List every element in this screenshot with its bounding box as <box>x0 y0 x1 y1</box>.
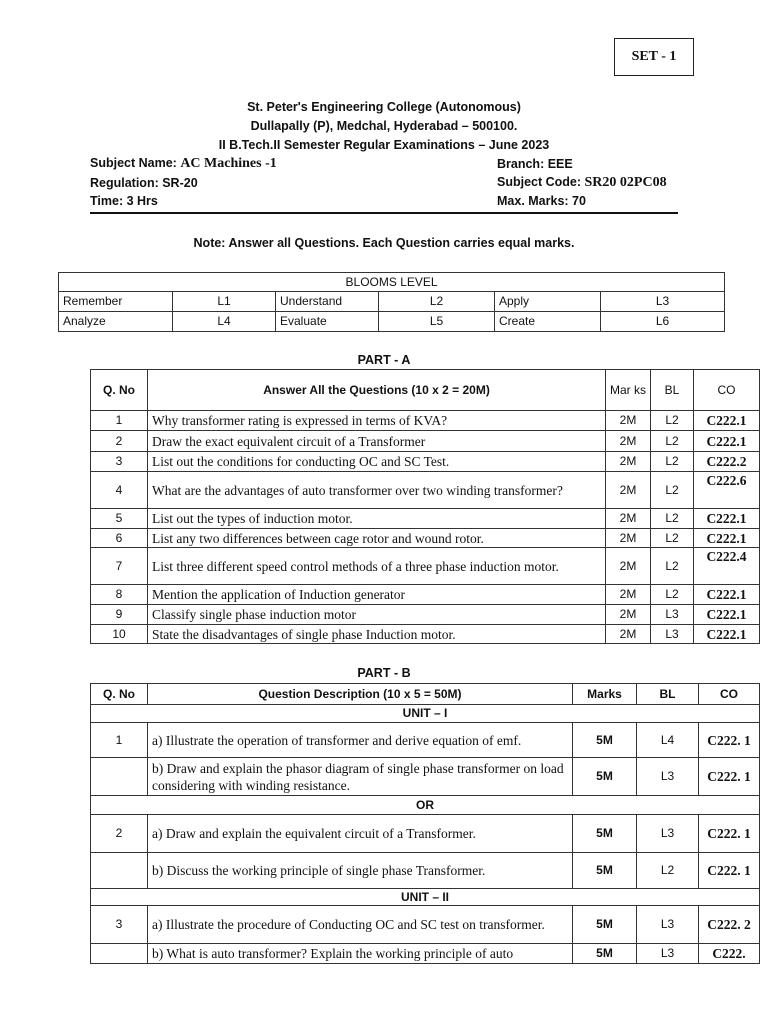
question-co: C222.2 <box>694 452 760 472</box>
question-marks: 5M <box>573 853 637 889</box>
header-question: Answer All the Questions (10 x 2 = 20M) <box>148 370 606 411</box>
question-text: List three different speed control methods of a three phase induction motor. <box>148 548 606 585</box>
header-co: CO <box>699 684 760 705</box>
header-marks: Mar ks <box>606 370 651 411</box>
cell: Apply <box>495 292 601 312</box>
table-row <box>91 452 760 472</box>
question-text: Why transformer rating is expressed in terms of KVA? <box>148 411 606 431</box>
question-text: List out the conditions for conducting OC and SC Test. <box>148 452 606 472</box>
question-number: 8 <box>91 585 148 605</box>
question-marks: 2M <box>606 472 651 509</box>
table-row <box>91 529 760 548</box>
subject-name <box>90 156 277 172</box>
subject-code <box>497 175 667 191</box>
table-row <box>91 548 760 585</box>
question-number: 2 <box>91 431 148 452</box>
cell: L4 <box>173 312 276 332</box>
question-bl: L2 <box>651 509 694 529</box>
exam-title: II B.Tech.II Semester Regular Examinations – June 2023 <box>218 138 550 152</box>
subject-code-label: Subject Code: <box>497 175 585 189</box>
question-co: C222.6 <box>694 472 760 509</box>
question-bl: L3 <box>651 625 694 644</box>
table-row <box>91 431 760 452</box>
question-number: 1 <box>91 723 148 758</box>
question-marks: 2M <box>606 509 651 529</box>
table-row <box>91 723 760 758</box>
question-number <box>91 944 148 964</box>
part-a-table <box>90 369 760 644</box>
question-marks: 2M <box>606 431 651 452</box>
question-text: List any two differences between cage rotor and wound rotor. <box>148 529 606 548</box>
header-co: CO <box>694 370 760 411</box>
branch: Branch: EEE <box>497 157 573 171</box>
table-row <box>91 944 760 964</box>
question-co: C222.1 <box>694 509 760 529</box>
question-marks: 5M <box>573 906 637 944</box>
subject-name-label: Subject Name: <box>90 156 181 170</box>
header-bl: BL <box>651 370 694 411</box>
table-row <box>91 411 760 431</box>
cell: Analyze <box>59 312 173 332</box>
cell: L1 <box>173 292 276 312</box>
table-row <box>91 605 760 625</box>
question-bl: L3 <box>637 758 699 796</box>
part-b-title: PART - B <box>357 666 411 680</box>
question-marks: 5M <box>573 944 637 964</box>
question-text: State the disadvantages of single phase Induction motor. <box>148 625 606 644</box>
question-marks: 2M <box>606 585 651 605</box>
table-row <box>91 472 760 509</box>
question-text: Classify single phase induction motor <box>148 605 606 625</box>
question-co: C222. 1 <box>699 723 760 758</box>
section-label: UNIT – II <box>91 889 760 906</box>
question-marks: 2M <box>606 411 651 431</box>
question-text: a) Draw and explain the equivalent circuit of a Transformer. <box>148 815 573 853</box>
question-marks: 2M <box>606 452 651 472</box>
table-row <box>91 815 760 853</box>
header-bl: BL <box>637 684 699 705</box>
question-number: 10 <box>91 625 148 644</box>
cell: L5 <box>379 312 495 332</box>
question-number: 3 <box>91 906 148 944</box>
question-text: a) Illustrate the operation of transformer and derive equation of emf. <box>148 723 573 758</box>
blooms-table <box>58 272 725 332</box>
question-number: 3 <box>91 452 148 472</box>
header-marks: Marks <box>573 684 637 705</box>
subject-code-value: SR20 02PC08 <box>584 175 667 190</box>
question-text: b) Draw and explain the phasor diagram of single phase transformer on load considering with winding resistance. <box>148 758 573 796</box>
question-number: 6 <box>91 529 148 548</box>
cell: L3 <box>601 292 725 312</box>
cell: Create <box>495 312 601 332</box>
table-row <box>91 853 760 889</box>
question-co: C222. 1 <box>699 758 760 796</box>
question-bl: L2 <box>651 452 694 472</box>
cell: Evaluate <box>276 312 379 332</box>
table-row <box>91 625 760 644</box>
part-b-table <box>90 683 760 964</box>
question-bl: L4 <box>637 723 699 758</box>
question-number: 4 <box>91 472 148 509</box>
header-question: Question Description (10 x 5 = 50M) <box>148 684 573 705</box>
question-text: What are the advantages of auto transformer over two winding transformer? <box>148 472 606 509</box>
question-co: C222.4 <box>694 548 760 585</box>
note: Note: Answer all Questions. Each Question carries equal marks. <box>193 236 575 250</box>
question-co: C222. 2 <box>699 906 760 944</box>
section-label: UNIT – I <box>91 705 760 723</box>
table-row <box>91 585 760 605</box>
divider <box>90 212 678 214</box>
question-text: Mention the application of Induction generator <box>148 585 606 605</box>
time: Time: 3 Hrs <box>90 194 158 208</box>
question-bl: L2 <box>651 411 694 431</box>
question-bl: L2 <box>651 548 694 585</box>
question-bl: L2 <box>651 472 694 509</box>
question-bl: L3 <box>637 906 699 944</box>
question-marks: 2M <box>606 548 651 585</box>
cell: L6 <box>601 312 725 332</box>
max-marks: Max. Marks: 70 <box>497 194 586 208</box>
table-row <box>91 509 760 529</box>
question-bl: L3 <box>637 944 699 964</box>
question-marks: 5M <box>573 758 637 796</box>
question-number: 5 <box>91 509 148 529</box>
part-a-title: PART - A <box>357 353 411 367</box>
table-row <box>59 292 725 312</box>
question-co: C222.1 <box>694 625 760 644</box>
question-bl: L2 <box>651 529 694 548</box>
blooms-title: BLOOMS LEVEL <box>59 273 725 292</box>
question-bl: L2 <box>637 853 699 889</box>
question-marks: 5M <box>573 723 637 758</box>
question-bl: L3 <box>637 815 699 853</box>
table-row <box>91 906 760 944</box>
question-bl: L3 <box>651 605 694 625</box>
college-address: Dullapally (P), Medchal, Hyderabad – 500100. <box>250 119 518 133</box>
header-qno: Q. No <box>91 684 148 705</box>
question-text: b) What is auto transformer? Explain the working principle of auto <box>148 944 573 964</box>
question-marks: 2M <box>606 625 651 644</box>
section-label: OR <box>91 796 760 815</box>
question-text: a) Illustrate the procedure of Conducting OC and SC test on transformer. <box>148 906 573 944</box>
cell: Understand <box>276 292 379 312</box>
question-marks: 2M <box>606 529 651 548</box>
question-co: C222.1 <box>694 585 760 605</box>
question-number: 2 <box>91 815 148 853</box>
college-name: St. Peter's Engineering College (Autonomous) <box>247 100 521 114</box>
question-co: C222. 1 <box>699 815 760 853</box>
regulation: Regulation: SR-20 <box>90 176 198 190</box>
question-co: C222.1 <box>694 529 760 548</box>
question-number: 7 <box>91 548 148 585</box>
question-marks: 2M <box>606 605 651 625</box>
question-text: List out the types of induction motor. <box>148 509 606 529</box>
header-qno: Q. No <box>91 370 148 411</box>
question-co: C222.1 <box>694 431 760 452</box>
question-marks: 5M <box>573 815 637 853</box>
table-row <box>59 312 725 332</box>
question-bl: L2 <box>651 585 694 605</box>
table-row <box>91 758 760 796</box>
question-number: 9 <box>91 605 148 625</box>
question-text: Draw the exact equivalent circuit of a Transformer <box>148 431 606 452</box>
question-bl: L2 <box>651 431 694 452</box>
subject-name-value: AC Machines -1 <box>180 156 277 171</box>
question-number <box>91 853 148 889</box>
cell: Remember <box>59 292 173 312</box>
question-number <box>91 758 148 796</box>
set-label: SET - 1 <box>614 38 694 76</box>
section-row <box>91 796 760 815</box>
question-co: C222.1 <box>694 605 760 625</box>
question-co: C222. 1 <box>699 853 760 889</box>
cell: L2 <box>379 292 495 312</box>
question-co: C222. <box>699 944 760 964</box>
question-number: 1 <box>91 411 148 431</box>
section-row <box>91 889 760 906</box>
question-co: C222.1 <box>694 411 760 431</box>
question-text: b) Discuss the working principle of single phase Transformer. <box>148 853 573 889</box>
section-row <box>91 705 760 723</box>
